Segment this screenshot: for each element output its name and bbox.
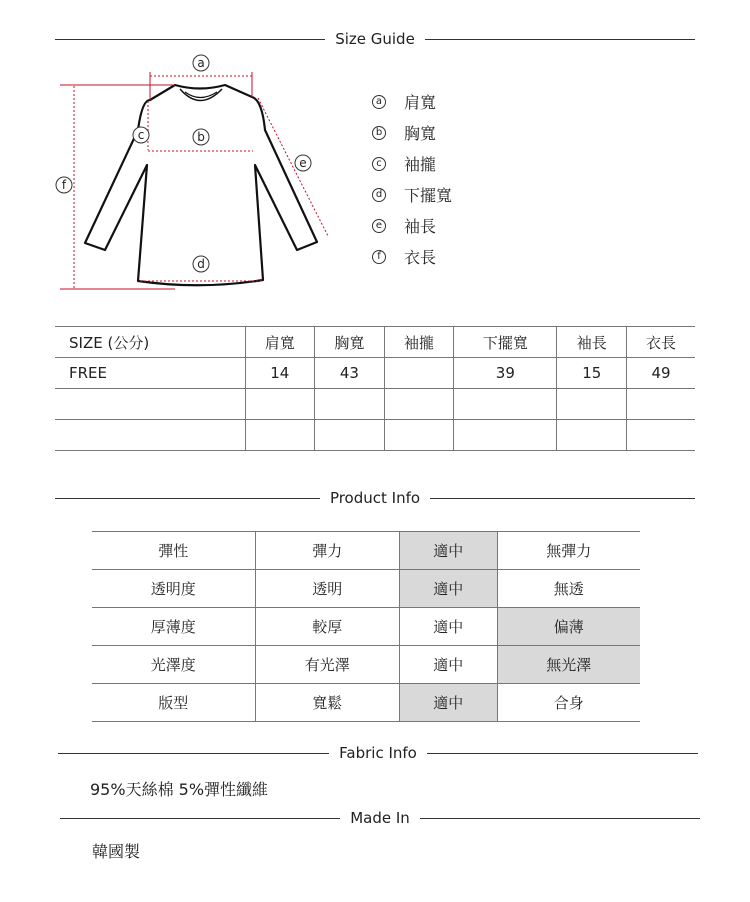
selected-cell: 適中 [400,532,497,570]
section-product-info: Product Info [55,488,695,508]
label-d: d [197,257,205,271]
table-cell: 胸寬 [315,327,385,358]
table-cell: FREE [55,358,245,389]
label-e: e [299,156,307,170]
table-cell: 39 [454,358,557,389]
table-cell: 下擺寬 [454,327,557,358]
table-cell: 衣長 [627,327,695,358]
legend-item: a 肩寬 [372,86,452,117]
table-row [55,358,695,389]
selected-cell: 適中 [400,570,497,608]
section-size-guide: Size Guide [55,29,695,49]
table-header [55,327,695,358]
table-cell: 15 [557,358,627,389]
table-cell: 彈力 [255,532,400,570]
table-row [92,684,640,722]
table-cell: 適中 [400,646,497,684]
table-cell [384,420,454,451]
table-row [92,570,640,608]
product-info-table [92,531,640,722]
legend-item: c 袖攏 [372,148,452,179]
table-cell: 彈性 [92,532,255,570]
made-in-text: 韓國製 [92,842,141,861]
table-cell: 肩寬 [245,327,315,358]
table-cell: 適中 [400,608,497,646]
table-cell [315,420,385,451]
table-cell [245,389,315,420]
table-cell: 合身 [497,684,640,722]
table-cell: 袖攏 [384,327,454,358]
table-cell: 光澤度 [92,646,255,684]
section-made-in: Made In [60,808,700,828]
table-cell: 透明度 [92,570,255,608]
garment-outline [85,85,317,285]
label-a: a [197,56,205,70]
legend-item: f 衣長 [372,241,452,272]
table-cell: 無彈力 [497,532,640,570]
table-cell [55,389,245,420]
label-b: b [197,130,205,144]
table-cell: 寬鬆 [255,684,400,722]
selected-cell: 適中 [400,684,497,722]
table-row [92,532,640,570]
table-cell [245,420,315,451]
table-cell: SIZE (公分) [55,327,245,358]
table-row [55,420,695,451]
label-f: f [61,178,67,192]
table-cell: 透明 [255,570,400,608]
table-cell: 袖長 [557,327,627,358]
table-cell: 厚薄度 [92,608,255,646]
fabric-text: 95%天絲棉 5%彈性纖維 [90,780,269,799]
table-cell [627,420,695,451]
table-cell [454,420,557,451]
table-cell: 有光澤 [255,646,400,684]
table-cell: 43 [315,358,385,389]
table-cell [315,389,385,420]
table-row [92,646,640,684]
table-cell [384,389,454,420]
table-cell: 49 [627,358,695,389]
table-row [92,608,640,646]
table-cell: 14 [245,358,315,389]
selected-cell: 無光澤 [497,646,640,684]
size-table [55,326,695,451]
legend-item: e 袖長 [372,210,452,241]
table-cell [55,420,245,451]
section-fabric-info: Fabric Info [58,743,698,763]
table-cell [627,389,695,420]
label-c: c [137,128,145,142]
legend-item: b 胸寬 [372,117,452,148]
table-cell: 較厚 [255,608,400,646]
table-cell: 無透 [497,570,640,608]
table-cell [384,358,454,389]
legend-item: d 下擺寬 [372,179,452,210]
table-cell: 版型 [92,684,255,722]
table-cell [557,420,627,451]
table-cell [454,389,557,420]
measurement-legend [372,86,452,272]
table-cell [557,389,627,420]
selected-cell: 偏薄 [497,608,640,646]
table-row [55,389,695,420]
